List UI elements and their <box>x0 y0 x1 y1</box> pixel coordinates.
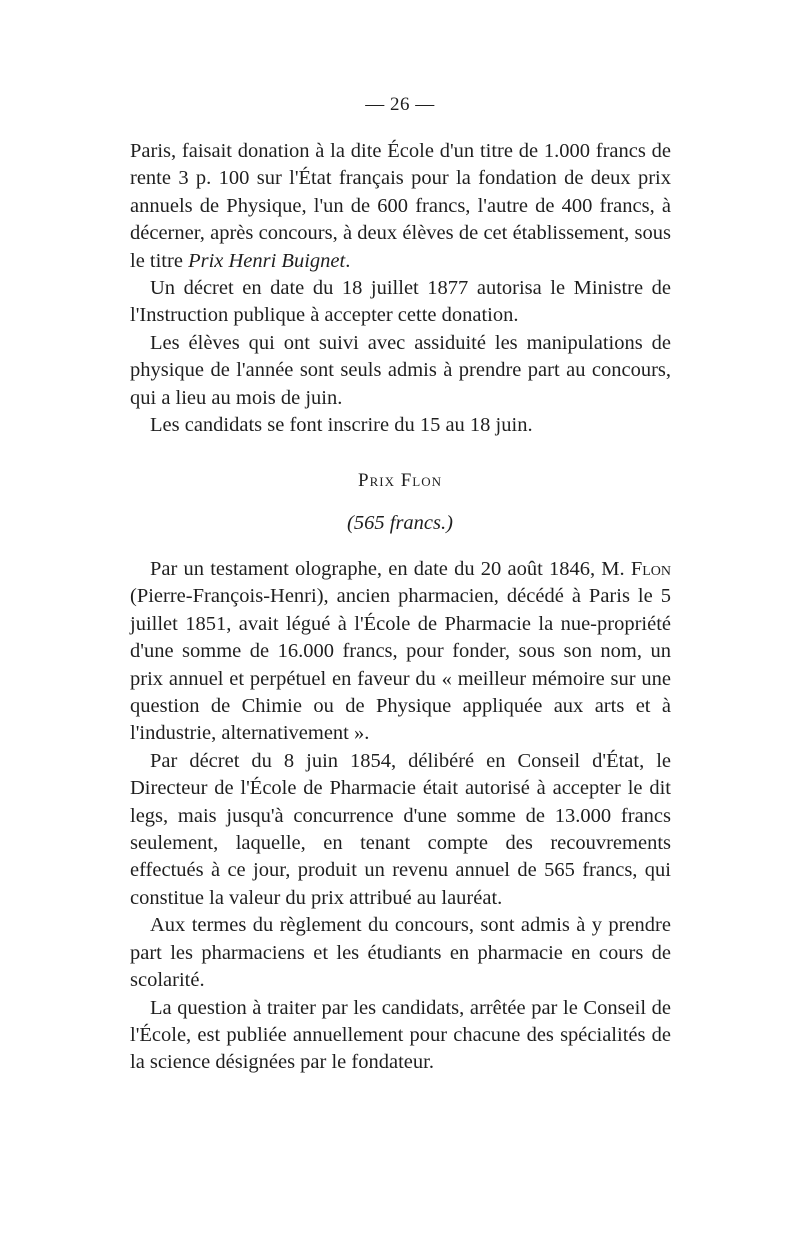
section-subtitle: (565 francs.) <box>347 512 453 534</box>
paragraph-text: (Pierre-François-Henri), ancien pharmacien, décédé à Paris le 5 juillet 1851, avait légué à l'École de Pharmacie la nue-propriété d'une somme de 16.000 francs, pour fonder, sous son nom, un prix annuel et perpétuel en faveur du « meilleur mémoire sur une question de Chimie ou de Physique appliquée aux arts et à l'industrie, alternativement ». <box>130 585 671 745</box>
paragraph-question: La question à traiter par les candidats, arrêtée par le Conseil de l'École, est publiée annuellement pour chacune des spécialités de la science désignées par le fondateur. <box>130 996 671 1074</box>
section-title: Prix Flon <box>358 470 442 491</box>
paragraph-testament <box>130 556 671 748</box>
paragraph-registration: Les candidats se font inscrire du 15 au 18 juin. <box>150 414 533 437</box>
paragraph-tail: . <box>345 249 351 272</box>
paragraph-decree-1877: Un décret en date du 18 juillet 1877 autorisa le Ministre de l'Instruction publique à accepter cette donation. <box>130 277 671 327</box>
intro-text-block <box>130 138 671 439</box>
founder-name: Flon <box>630 558 671 580</box>
page-number: — 26 — <box>365 94 435 115</box>
prize-name-emphasis: Prix Henri Buignet <box>188 249 346 272</box>
paragraph-decree-1854: Par décret du 8 juin 1854, délibéré en Conseil d'État, le Directeur de l'École de Pharmacie était autorisé à accepter le dit legs, mais jusqu'à concurrence d'une somme de 13.000 francs seulement, laquelle, en tenant compte des recouvrements effectués à ce jour, produit un revenu annuel de 565 francs, qui constitue la valeur du prix attribué au lauréat. <box>130 749 671 909</box>
paragraph-lead: Par un testament olographe, en date du 20 août 1846, M. <box>150 558 631 580</box>
paragraph-prix-buignet-continuation <box>130 138 671 275</box>
paragraph-text: Paris, faisait donation à la dite École d'un titre de 1.000 francs de rente 3 p. 100 sur l'État français pour la fondation de deux prix annuels de Physique, l'un de 600 francs, l'autre de 400 francs, à décerner, après concours, à deux élèves de cet établissement, sous le titre <box>130 140 671 272</box>
flon-text-block <box>130 556 671 1077</box>
paragraph-rules: Aux termes du règlement du concours, sont admis à y prendre part les pharmaciens et les étudiants en pharmacie en cours de scolarité. <box>130 914 671 992</box>
paragraph-eligibility: Les élèves qui ont suivi avec assiduité les manipulations de physique de l'année sont seuls admis à prendre part au concours, qui a lieu au mois de juin. <box>130 331 671 409</box>
